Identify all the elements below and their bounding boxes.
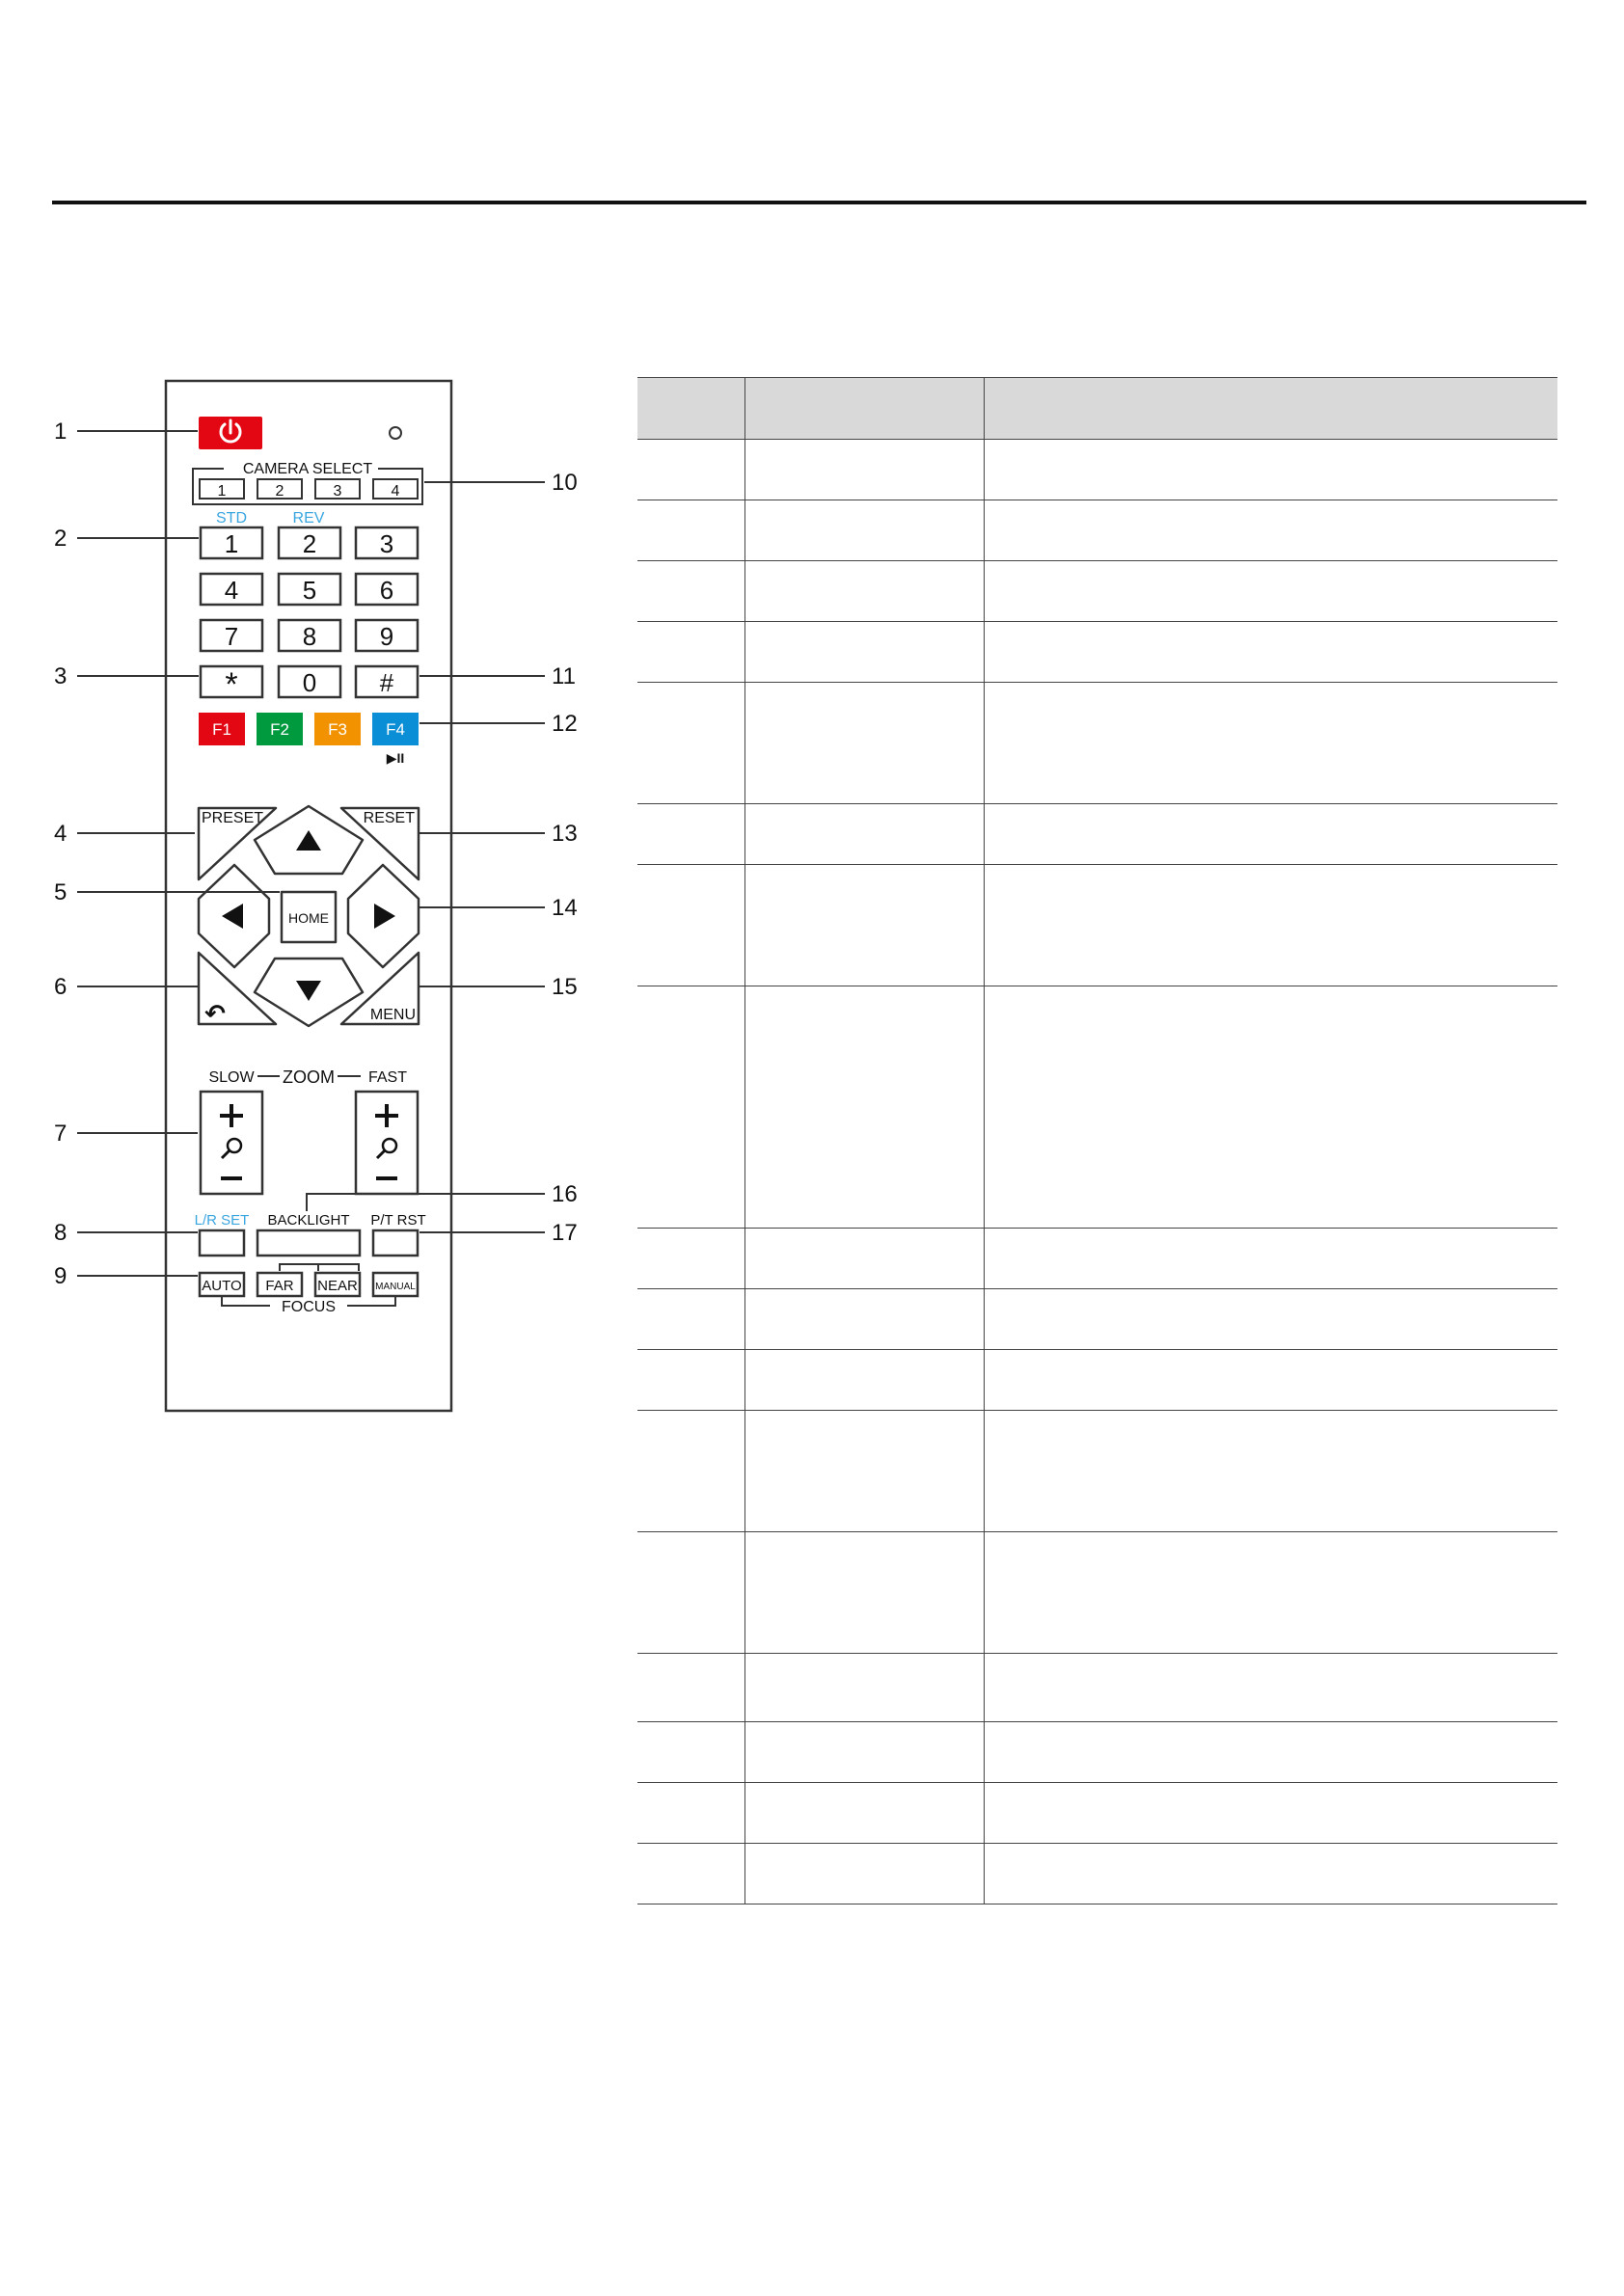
lr-set-button[interactable] bbox=[200, 1230, 244, 1256]
table-cell bbox=[744, 1289, 984, 1350]
remote-key-table bbox=[637, 377, 1557, 1904]
table-cell bbox=[984, 622, 1557, 683]
pt-rst-label: P/T RST bbox=[370, 1212, 426, 1229]
table-cell bbox=[637, 1532, 744, 1654]
table-header-cell bbox=[984, 378, 1557, 440]
table-cell bbox=[744, 1411, 984, 1532]
table-cell bbox=[744, 500, 984, 561]
table-row bbox=[637, 1783, 1557, 1844]
key-star-label: * bbox=[225, 666, 238, 703]
table-header-row bbox=[637, 378, 1557, 440]
table-cell bbox=[984, 1350, 1557, 1411]
table-cell bbox=[984, 561, 1557, 622]
key-1-label: 1 bbox=[224, 529, 239, 558]
play-pause-icon: ▶II bbox=[386, 750, 405, 766]
key-4-label: 4 bbox=[224, 576, 239, 605]
table-cell bbox=[637, 1844, 744, 1904]
remote-control-diagram bbox=[0, 0, 617, 1446]
table-row bbox=[637, 1844, 1557, 1904]
table-row bbox=[637, 500, 1557, 561]
f1-label: F1 bbox=[212, 720, 231, 739]
table-cell bbox=[637, 1350, 744, 1411]
table-cell bbox=[744, 1654, 984, 1722]
table-cell bbox=[744, 865, 984, 986]
zoom-fast-label: FAST bbox=[367, 1069, 408, 1086]
table-cell bbox=[744, 1350, 984, 1411]
callout-2: 2 bbox=[54, 526, 68, 552]
callout-14: 14 bbox=[552, 895, 578, 921]
zoom-label: ZOOM bbox=[283, 1067, 335, 1087]
table-cell bbox=[637, 1229, 744, 1289]
focus-near-label: NEAR bbox=[317, 1278, 358, 1294]
table-cell bbox=[984, 683, 1557, 804]
lr-set-label: L/R SET bbox=[194, 1212, 250, 1229]
table-header-cell bbox=[637, 378, 744, 440]
table-cell bbox=[984, 1783, 1557, 1844]
table-cell bbox=[984, 1722, 1557, 1783]
key-7-label: 7 bbox=[224, 622, 239, 651]
table-row bbox=[637, 986, 1557, 1229]
table-header-cell bbox=[744, 378, 984, 440]
table-cell bbox=[744, 1783, 984, 1844]
callout-10: 10 bbox=[552, 470, 578, 496]
f2-label: F2 bbox=[270, 720, 289, 739]
table-row bbox=[637, 1350, 1557, 1411]
table-row bbox=[637, 440, 1557, 500]
table-cell bbox=[637, 683, 744, 804]
table-cell bbox=[984, 1844, 1557, 1904]
table-cell bbox=[637, 561, 744, 622]
table-row bbox=[637, 683, 1557, 804]
table-cell bbox=[744, 440, 984, 500]
table-cell bbox=[744, 683, 984, 804]
camera-select-key-3-label: 3 bbox=[333, 483, 342, 500]
table-cell bbox=[637, 865, 744, 986]
callout-8: 8 bbox=[54, 1220, 68, 1246]
table-cell bbox=[637, 1783, 744, 1844]
key-0-label: 0 bbox=[302, 668, 317, 697]
table-row bbox=[637, 1229, 1557, 1289]
callout-15: 15 bbox=[552, 974, 578, 1000]
table-cell bbox=[637, 1654, 744, 1722]
table-cell bbox=[744, 1532, 984, 1654]
callout-9: 9 bbox=[54, 1263, 68, 1289]
table-row bbox=[637, 1654, 1557, 1722]
status-led bbox=[390, 427, 401, 439]
table-row bbox=[637, 1289, 1557, 1350]
table-row bbox=[637, 804, 1557, 865]
callout-11: 11 bbox=[552, 663, 576, 689]
table-cell bbox=[984, 1411, 1557, 1532]
menu-label: MENU bbox=[369, 1007, 416, 1023]
table-cell bbox=[984, 440, 1557, 500]
callout-13: 13 bbox=[552, 821, 578, 847]
table-cell bbox=[744, 622, 984, 683]
f3-label: F3 bbox=[328, 720, 347, 739]
table-row bbox=[637, 1722, 1557, 1783]
table-row bbox=[637, 622, 1557, 683]
return-icon: ↶ bbox=[204, 999, 226, 1028]
rev-label: REV bbox=[292, 510, 325, 527]
camera-select-key-4-label: 4 bbox=[391, 483, 400, 500]
table-cell bbox=[637, 1722, 744, 1783]
key-9-label: 9 bbox=[379, 622, 394, 651]
table-row bbox=[637, 1532, 1557, 1654]
table-cell bbox=[637, 1411, 744, 1532]
table-cell bbox=[744, 561, 984, 622]
table-cell bbox=[744, 1844, 984, 1904]
zoom-slow-label: SLOW bbox=[208, 1069, 255, 1086]
pt-rst-button[interactable] bbox=[373, 1230, 418, 1256]
table-cell bbox=[984, 1229, 1557, 1289]
key-2-label: 2 bbox=[302, 529, 317, 558]
callout-1: 1 bbox=[54, 419, 68, 445]
callout-6: 6 bbox=[54, 974, 68, 1000]
backlight-button[interactable] bbox=[257, 1230, 360, 1256]
callout-16: 16 bbox=[552, 1181, 578, 1207]
callout-7: 7 bbox=[54, 1121, 68, 1147]
backlight-label: BACKLIGHT bbox=[267, 1212, 350, 1229]
table-cell bbox=[637, 986, 744, 1229]
table-cell bbox=[637, 804, 744, 865]
callout-3: 3 bbox=[54, 663, 68, 689]
table-row bbox=[637, 865, 1557, 986]
home-label: HOME bbox=[288, 910, 329, 926]
key-5-label: 5 bbox=[302, 576, 317, 605]
table-cell bbox=[744, 1229, 984, 1289]
table-cell bbox=[984, 1289, 1557, 1350]
focus-far-label: FAR bbox=[265, 1278, 294, 1294]
table-row bbox=[637, 1411, 1557, 1532]
key-hash-label: # bbox=[379, 668, 394, 697]
camera-select-key-1-label: 1 bbox=[217, 483, 227, 500]
remote-control-figure bbox=[0, 0, 617, 1446]
key-3-label: 3 bbox=[379, 529, 394, 558]
table-cell bbox=[984, 1532, 1557, 1654]
table-cell bbox=[637, 440, 744, 500]
key-8-label: 8 bbox=[302, 622, 317, 651]
table-cell bbox=[984, 865, 1557, 986]
camera-select-label: CAMERA SELECT bbox=[242, 461, 373, 477]
table-cell bbox=[744, 804, 984, 865]
table-row bbox=[637, 561, 1557, 622]
std-label: STD bbox=[216, 510, 247, 527]
table-cell bbox=[744, 1722, 984, 1783]
callout-5: 5 bbox=[54, 879, 68, 905]
focus-label: FOCUS bbox=[282, 1299, 336, 1315]
table-cell bbox=[637, 1289, 744, 1350]
table-cell bbox=[984, 986, 1557, 1229]
table-cell bbox=[984, 1654, 1557, 1722]
camera-select-key-2-label: 2 bbox=[275, 483, 284, 500]
table-cell bbox=[984, 804, 1557, 865]
table-cell bbox=[984, 500, 1557, 561]
preset-label: PRESET bbox=[202, 810, 264, 826]
focus-manual-label: MANUAL bbox=[375, 1282, 416, 1292]
reset-label: RESET bbox=[363, 810, 415, 826]
table-cell bbox=[637, 500, 744, 561]
table-cell bbox=[637, 622, 744, 683]
callout-17: 17 bbox=[552, 1220, 578, 1246]
key-6-label: 6 bbox=[379, 576, 394, 605]
f4-label: F4 bbox=[386, 720, 405, 739]
focus-auto-label: AUTO bbox=[202, 1278, 242, 1294]
callout-12: 12 bbox=[552, 711, 578, 737]
table-cell bbox=[744, 986, 984, 1229]
callout-4: 4 bbox=[54, 821, 68, 847]
